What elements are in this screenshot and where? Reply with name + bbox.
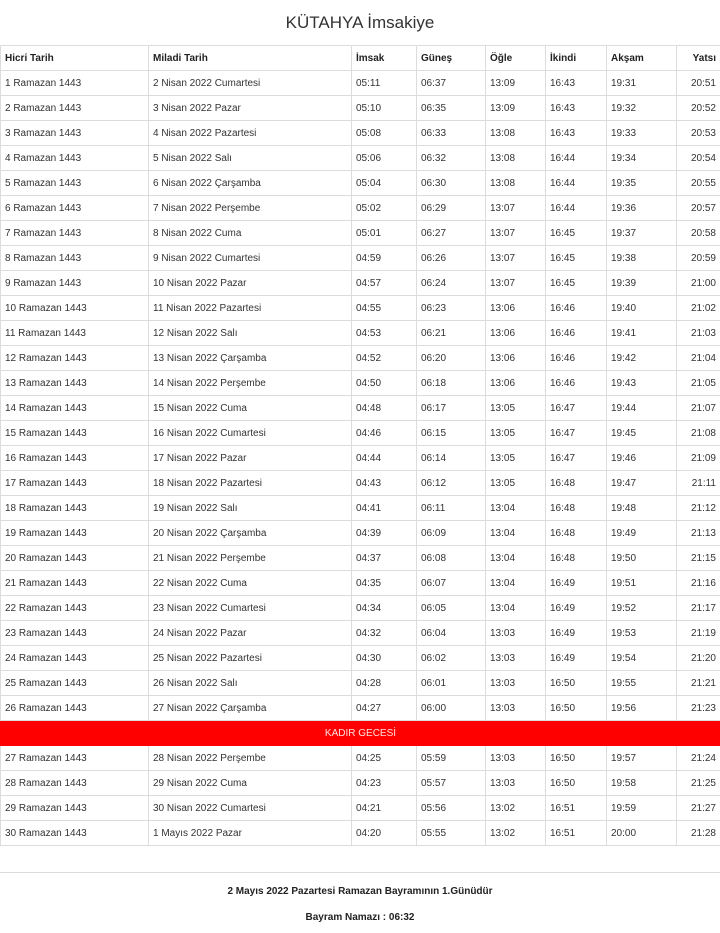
cell-gunes: 05:55 <box>417 821 486 846</box>
cell-miladi-tarih: 20 Nisan 2022 Çarşamba <box>149 521 352 546</box>
cell-miladi-tarih: 19 Nisan 2022 Salı <box>149 496 352 521</box>
cell-ogle: 13:06 <box>486 371 546 396</box>
cell-miladi-tarih: 3 Nisan 2022 Pazar <box>149 96 352 121</box>
cell-hicri-tarih: 30 Ramazan 1443 <box>1 821 149 846</box>
cell-gunes: 06:27 <box>417 221 486 246</box>
cell-aksam: 19:47 <box>607 471 677 496</box>
cell-yatsi: 21:27 <box>677 796 720 821</box>
cell-imsak: 04:52 <box>352 346 417 371</box>
cell-hicri-tarih: 26 Ramazan 1443 <box>1 696 149 721</box>
kadir-gecesi-row <box>1 721 720 746</box>
cell-aksam: 19:41 <box>607 321 677 346</box>
cell-aksam: 19:43 <box>607 371 677 396</box>
cell-gunes: 06:20 <box>417 346 486 371</box>
cell-yatsi: 21:02 <box>677 296 720 321</box>
cell-gunes: 05:59 <box>417 746 486 771</box>
cell-imsak: 04:39 <box>352 521 417 546</box>
table-body <box>1 71 720 846</box>
cell-aksam: 19:53 <box>607 621 677 646</box>
cell-hicri-tarih: 20 Ramazan 1443 <box>1 546 149 571</box>
cell-aksam: 19:54 <box>607 646 677 671</box>
cell-ogle: 13:05 <box>486 421 546 446</box>
cell-miladi-tarih: 5 Nisan 2022 Salı <box>149 146 352 171</box>
cell-aksam: 19:33 <box>607 121 677 146</box>
cell-ikindi: 16:51 <box>546 821 607 846</box>
cell-ikindi: 16:46 <box>546 296 607 321</box>
cell-miladi-tarih: 14 Nisan 2022 Perşembe <box>149 371 352 396</box>
cell-ikindi: 16:44 <box>546 171 607 196</box>
cell-imsak: 05:04 <box>352 171 417 196</box>
table-row <box>1 446 720 471</box>
cell-gunes: 06:14 <box>417 446 486 471</box>
cell-yatsi: 21:17 <box>677 596 720 621</box>
cell-miladi-tarih: 1 Mayıs 2022 Pazar <box>149 821 352 846</box>
cell-hicri-tarih: 21 Ramazan 1443 <box>1 571 149 596</box>
cell-ogle: 13:07 <box>486 196 546 221</box>
cell-gunes: 06:12 <box>417 471 486 496</box>
cell-imsak: 04:48 <box>352 396 417 421</box>
cell-yatsi: 21:25 <box>677 771 720 796</box>
header-row <box>1 46 720 71</box>
bayram-note: 2 Mayıs 2022 Pazartesi Ramazan Bayramının 1.Günüdür <box>227 886 493 897</box>
cell-gunes: 06:32 <box>417 146 486 171</box>
cell-yatsi: 21:00 <box>677 271 720 296</box>
cell-yatsi: 21:23 <box>677 696 720 721</box>
table-row <box>1 96 720 121</box>
cell-hicri-tarih: 13 Ramazan 1443 <box>1 371 149 396</box>
cell-ogle: 13:04 <box>486 496 546 521</box>
table-row <box>1 296 720 321</box>
cell-gunes: 06:24 <box>417 271 486 296</box>
cell-gunes: 06:29 <box>417 196 486 221</box>
cell-ikindi: 16:45 <box>546 221 607 246</box>
cell-hicri-tarih: 10 Ramazan 1443 <box>1 296 149 321</box>
cell-gunes: 06:17 <box>417 396 486 421</box>
kadir-gecesi-label: KADIR GECESİ <box>1 721 720 746</box>
cell-yatsi: 20:52 <box>677 96 720 121</box>
cell-ogle: 13:06 <box>486 296 546 321</box>
cell-ikindi: 16:45 <box>546 246 607 271</box>
cell-aksam: 19:39 <box>607 271 677 296</box>
cell-hicri-tarih: 24 Ramazan 1443 <box>1 646 149 671</box>
cell-yatsi: 20:53 <box>677 121 720 146</box>
header-aksam: Akşam <box>607 46 677 71</box>
cell-ikindi: 16:43 <box>546 71 607 96</box>
cell-aksam: 19:38 <box>607 246 677 271</box>
cell-yatsi: 21:11 <box>677 471 720 496</box>
cell-imsak: 04:35 <box>352 571 417 596</box>
cell-imsak: 04:46 <box>352 421 417 446</box>
table-row <box>1 596 720 621</box>
cell-ogle: 13:06 <box>486 346 546 371</box>
cell-aksam: 19:37 <box>607 221 677 246</box>
table-row <box>1 771 720 796</box>
cell-imsak: 04:23 <box>352 771 417 796</box>
cell-yatsi: 21:04 <box>677 346 720 371</box>
cell-ogle: 13:05 <box>486 396 546 421</box>
cell-yatsi: 21:24 <box>677 746 720 771</box>
cell-ogle: 13:03 <box>486 696 546 721</box>
header-gunes: Güneş <box>417 46 486 71</box>
table-row <box>1 696 720 721</box>
header-ikindi: İkindi <box>546 46 607 71</box>
cell-hicri-tarih: 23 Ramazan 1443 <box>1 621 149 646</box>
cell-ogle: 13:03 <box>486 671 546 696</box>
cell-imsak: 04:57 <box>352 271 417 296</box>
cell-imsak: 05:08 <box>352 121 417 146</box>
cell-hicri-tarih: 16 Ramazan 1443 <box>1 446 149 471</box>
cell-imsak: 05:01 <box>352 221 417 246</box>
cell-imsak: 05:06 <box>352 146 417 171</box>
table-row <box>1 521 720 546</box>
cell-aksam: 19:49 <box>607 521 677 546</box>
cell-yatsi: 20:58 <box>677 221 720 246</box>
table-row <box>1 746 720 771</box>
cell-aksam: 19:59 <box>607 796 677 821</box>
cell-miladi-tarih: 30 Nisan 2022 Cumartesi <box>149 796 352 821</box>
cell-miladi-tarih: 16 Nisan 2022 Cumartesi <box>149 421 352 446</box>
cell-aksam: 19:51 <box>607 571 677 596</box>
cell-yatsi: 21:19 <box>677 621 720 646</box>
cell-gunes: 06:02 <box>417 646 486 671</box>
cell-ikindi: 16:46 <box>546 321 607 346</box>
cell-miladi-tarih: 8 Nisan 2022 Cuma <box>149 221 352 246</box>
cell-ikindi: 16:50 <box>546 771 607 796</box>
cell-hicri-tarih: 15 Ramazan 1443 <box>1 421 149 446</box>
cell-imsak: 04:30 <box>352 646 417 671</box>
bayram-namazi: Bayram Namazı : 06:32 <box>305 912 415 923</box>
cell-ogle: 13:05 <box>486 471 546 496</box>
cell-imsak: 04:25 <box>352 746 417 771</box>
page-title: KÜTAHYA İmsakiye <box>285 13 435 32</box>
cell-ikindi: 16:46 <box>546 371 607 396</box>
cell-hicri-tarih: 28 Ramazan 1443 <box>1 771 149 796</box>
cell-gunes: 06:26 <box>417 246 486 271</box>
cell-ikindi: 16:43 <box>546 96 607 121</box>
cell-ikindi: 16:48 <box>546 546 607 571</box>
table-row <box>1 396 720 421</box>
cell-aksam: 19:35 <box>607 171 677 196</box>
cell-aksam: 19:32 <box>607 96 677 121</box>
cell-ikindi: 16:49 <box>546 571 607 596</box>
cell-aksam: 19:50 <box>607 546 677 571</box>
cell-miladi-tarih: 26 Nisan 2022 Salı <box>149 671 352 696</box>
cell-hicri-tarih: 4 Ramazan 1443 <box>1 146 149 171</box>
cell-miladi-tarih: 24 Nisan 2022 Pazar <box>149 621 352 646</box>
cell-miladi-tarih: 15 Nisan 2022 Cuma <box>149 396 352 421</box>
cell-ogle: 13:08 <box>486 171 546 196</box>
cell-gunes: 06:23 <box>417 296 486 321</box>
cell-ogle: 13:03 <box>486 646 546 671</box>
cell-gunes: 06:07 <box>417 571 486 596</box>
cell-ikindi: 16:51 <box>546 796 607 821</box>
cell-ikindi: 16:47 <box>546 421 607 446</box>
cell-aksam: 19:42 <box>607 346 677 371</box>
cell-hicri-tarih: 8 Ramazan 1443 <box>1 246 149 271</box>
cell-aksam: 19:34 <box>607 146 677 171</box>
cell-miladi-tarih: 17 Nisan 2022 Pazar <box>149 446 352 471</box>
cell-ogle: 13:04 <box>486 596 546 621</box>
cell-yatsi: 21:15 <box>677 546 720 571</box>
cell-miladi-tarih: 2 Nisan 2022 Cumartesi <box>149 71 352 96</box>
cell-miladi-tarih: 6 Nisan 2022 Çarşamba <box>149 171 352 196</box>
header-yatsi: Yatsı <box>677 46 720 71</box>
cell-ikindi: 16:49 <box>546 621 607 646</box>
cell-gunes: 06:00 <box>417 696 486 721</box>
table-row <box>1 546 720 571</box>
cell-aksam: 19:56 <box>607 696 677 721</box>
cell-aksam: 19:40 <box>607 296 677 321</box>
cell-gunes: 06:30 <box>417 171 486 196</box>
cell-hicri-tarih: 25 Ramazan 1443 <box>1 671 149 696</box>
cell-ogle: 13:09 <box>486 96 546 121</box>
cell-yatsi: 20:51 <box>677 71 720 96</box>
cell-ogle: 13:02 <box>486 821 546 846</box>
cell-imsak: 04:41 <box>352 496 417 521</box>
cell-miladi-tarih: 28 Nisan 2022 Perşembe <box>149 746 352 771</box>
cell-hicri-tarih: 9 Ramazan 1443 <box>1 271 149 296</box>
cell-ikindi: 16:50 <box>546 671 607 696</box>
cell-miladi-tarih: 9 Nisan 2022 Cumartesi <box>149 246 352 271</box>
cell-miladi-tarih: 23 Nisan 2022 Cumartesi <box>149 596 352 621</box>
cell-hicri-tarih: 29 Ramazan 1443 <box>1 796 149 821</box>
cell-miladi-tarih: 21 Nisan 2022 Perşembe <box>149 546 352 571</box>
cell-ogle: 13:04 <box>486 521 546 546</box>
cell-ikindi: 16:48 <box>546 471 607 496</box>
table-row <box>1 496 720 521</box>
cell-imsak: 05:11 <box>352 71 417 96</box>
cell-hicri-tarih: 3 Ramazan 1443 <box>1 121 149 146</box>
cell-imsak: 04:59 <box>352 246 417 271</box>
cell-miladi-tarih: 12 Nisan 2022 Salı <box>149 321 352 346</box>
cell-yatsi: 21:08 <box>677 421 720 446</box>
cell-ikindi: 16:44 <box>546 196 607 221</box>
table-row <box>1 571 720 596</box>
cell-ikindi: 16:45 <box>546 271 607 296</box>
table-row <box>1 271 720 296</box>
table-row <box>1 146 720 171</box>
table-row <box>1 221 720 246</box>
cell-gunes: 06:04 <box>417 621 486 646</box>
cell-aksam: 19:46 <box>607 446 677 471</box>
cell-gunes: 06:15 <box>417 421 486 446</box>
header-hicri-tarih: Hicri Tarih <box>1 46 149 71</box>
cell-imsak: 05:02 <box>352 196 417 221</box>
cell-ogle: 13:03 <box>486 771 546 796</box>
cell-aksam: 19:52 <box>607 596 677 621</box>
cell-yatsi: 21:13 <box>677 521 720 546</box>
cell-ikindi: 16:48 <box>546 496 607 521</box>
table-row <box>1 621 720 646</box>
cell-gunes: 06:05 <box>417 596 486 621</box>
cell-ikindi: 16:43 <box>546 121 607 146</box>
cell-gunes: 06:37 <box>417 71 486 96</box>
cell-imsak: 04:21 <box>352 796 417 821</box>
cell-miladi-tarih: 27 Nisan 2022 Çarşamba <box>149 696 352 721</box>
cell-hicri-tarih: 6 Ramazan 1443 <box>1 196 149 221</box>
cell-ikindi: 16:48 <box>546 521 607 546</box>
table-row <box>1 646 720 671</box>
cell-yatsi: 21:07 <box>677 396 720 421</box>
table-row <box>1 471 720 496</box>
cell-hicri-tarih: 18 Ramazan 1443 <box>1 496 149 521</box>
cell-ikindi: 16:49 <box>546 646 607 671</box>
table-row <box>1 246 720 271</box>
cell-miladi-tarih: 22 Nisan 2022 Cuma <box>149 571 352 596</box>
cell-imsak: 05:10 <box>352 96 417 121</box>
cell-ikindi: 16:50 <box>546 696 607 721</box>
cell-miladi-tarih: 7 Nisan 2022 Perşembe <box>149 196 352 221</box>
cell-ogle: 13:02 <box>486 796 546 821</box>
cell-miladi-tarih: 13 Nisan 2022 Çarşamba <box>149 346 352 371</box>
cell-miladi-tarih: 10 Nisan 2022 Pazar <box>149 271 352 296</box>
cell-ogle: 13:05 <box>486 446 546 471</box>
cell-yatsi: 21:12 <box>677 496 720 521</box>
cell-imsak: 04:27 <box>352 696 417 721</box>
cell-aksam: 19:36 <box>607 196 677 221</box>
cell-yatsi: 21:05 <box>677 371 720 396</box>
cell-hicri-tarih: 17 Ramazan 1443 <box>1 471 149 496</box>
cell-yatsi: 21:16 <box>677 571 720 596</box>
cell-miladi-tarih: 18 Nisan 2022 Pazartesi <box>149 471 352 496</box>
cell-hicri-tarih: 11 Ramazan 1443 <box>1 321 149 346</box>
cell-ikindi: 16:49 <box>546 596 607 621</box>
cell-imsak: 04:32 <box>352 621 417 646</box>
header-imsak: İmsak <box>352 46 417 71</box>
cell-ogle: 13:03 <box>486 621 546 646</box>
cell-hicri-tarih: 12 Ramazan 1443 <box>1 346 149 371</box>
cell-yatsi: 20:55 <box>677 171 720 196</box>
cell-ogle: 13:07 <box>486 221 546 246</box>
cell-yatsi: 21:20 <box>677 646 720 671</box>
cell-hicri-tarih: 1 Ramazan 1443 <box>1 71 149 96</box>
cell-miladi-tarih: 11 Nisan 2022 Pazartesi <box>149 296 352 321</box>
cell-aksam: 19:58 <box>607 771 677 796</box>
cell-yatsi: 20:54 <box>677 146 720 171</box>
cell-gunes: 06:08 <box>417 546 486 571</box>
cell-yatsi: 21:21 <box>677 671 720 696</box>
cell-gunes: 06:01 <box>417 671 486 696</box>
footer <box>0 872 720 931</box>
cell-gunes: 05:57 <box>417 771 486 796</box>
cell-yatsi: 20:57 <box>677 196 720 221</box>
cell-yatsi: 21:09 <box>677 446 720 471</box>
table-row <box>1 321 720 346</box>
cell-hicri-tarih: 22 Ramazan 1443 <box>1 596 149 621</box>
table-row <box>1 71 720 96</box>
cell-imsak: 04:44 <box>352 446 417 471</box>
table-row <box>1 671 720 696</box>
cell-aksam: 19:45 <box>607 421 677 446</box>
cell-ogle: 13:07 <box>486 246 546 271</box>
cell-gunes: 06:33 <box>417 121 486 146</box>
imsakiye-table <box>0 45 720 846</box>
table-row <box>1 121 720 146</box>
cell-imsak: 04:50 <box>352 371 417 396</box>
cell-ogle: 13:09 <box>486 71 546 96</box>
cell-hicri-tarih: 2 Ramazan 1443 <box>1 96 149 121</box>
table-row <box>1 171 720 196</box>
table-row <box>1 796 720 821</box>
cell-imsak: 04:55 <box>352 296 417 321</box>
cell-ikindi: 16:50 <box>546 746 607 771</box>
cell-ogle: 13:07 <box>486 271 546 296</box>
cell-ogle: 13:06 <box>486 321 546 346</box>
cell-miladi-tarih: 29 Nisan 2022 Cuma <box>149 771 352 796</box>
cell-yatsi: 20:59 <box>677 246 720 271</box>
cell-ikindi: 16:46 <box>546 346 607 371</box>
cell-imsak: 04:37 <box>352 546 417 571</box>
cell-hicri-tarih: 19 Ramazan 1443 <box>1 521 149 546</box>
header-miladi-tarih: Miladi Tarih <box>149 46 352 71</box>
table-row <box>1 196 720 221</box>
cell-aksam: 19:31 <box>607 71 677 96</box>
cell-hicri-tarih: 27 Ramazan 1443 <box>1 746 149 771</box>
cell-ikindi: 16:47 <box>546 396 607 421</box>
cell-aksam: 19:44 <box>607 396 677 421</box>
cell-aksam: 19:57 <box>607 746 677 771</box>
cell-gunes: 05:56 <box>417 796 486 821</box>
cell-miladi-tarih: 4 Nisan 2022 Pazartesi <box>149 121 352 146</box>
table-row <box>1 421 720 446</box>
cell-gunes: 06:11 <box>417 496 486 521</box>
cell-imsak: 04:34 <box>352 596 417 621</box>
cell-hicri-tarih: 7 Ramazan 1443 <box>1 221 149 246</box>
cell-gunes: 06:21 <box>417 321 486 346</box>
cell-imsak: 04:53 <box>352 321 417 346</box>
cell-ogle: 13:04 <box>486 546 546 571</box>
table-row <box>1 821 720 846</box>
cell-gunes: 06:09 <box>417 521 486 546</box>
cell-yatsi: 21:28 <box>677 821 720 846</box>
cell-ogle: 13:03 <box>486 746 546 771</box>
cell-ogle: 13:08 <box>486 121 546 146</box>
cell-imsak: 04:28 <box>352 671 417 696</box>
cell-miladi-tarih: 25 Nisan 2022 Pazartesi <box>149 646 352 671</box>
cell-hicri-tarih: 14 Ramazan 1443 <box>1 396 149 421</box>
cell-imsak: 04:20 <box>352 821 417 846</box>
cell-gunes: 06:35 <box>417 96 486 121</box>
cell-gunes: 06:18 <box>417 371 486 396</box>
cell-aksam: 20:00 <box>607 821 677 846</box>
cell-aksam: 19:48 <box>607 496 677 521</box>
cell-aksam: 19:55 <box>607 671 677 696</box>
cell-ikindi: 16:44 <box>546 146 607 171</box>
header-ogle: Öğle <box>486 46 546 71</box>
cell-imsak: 04:43 <box>352 471 417 496</box>
cell-ogle: 13:04 <box>486 571 546 596</box>
table-row <box>1 346 720 371</box>
cell-hicri-tarih: 5 Ramazan 1443 <box>1 171 149 196</box>
cell-ikindi: 16:47 <box>546 446 607 471</box>
cell-ogle: 13:08 <box>486 146 546 171</box>
table-row <box>1 371 720 396</box>
cell-yatsi: 21:03 <box>677 321 720 346</box>
